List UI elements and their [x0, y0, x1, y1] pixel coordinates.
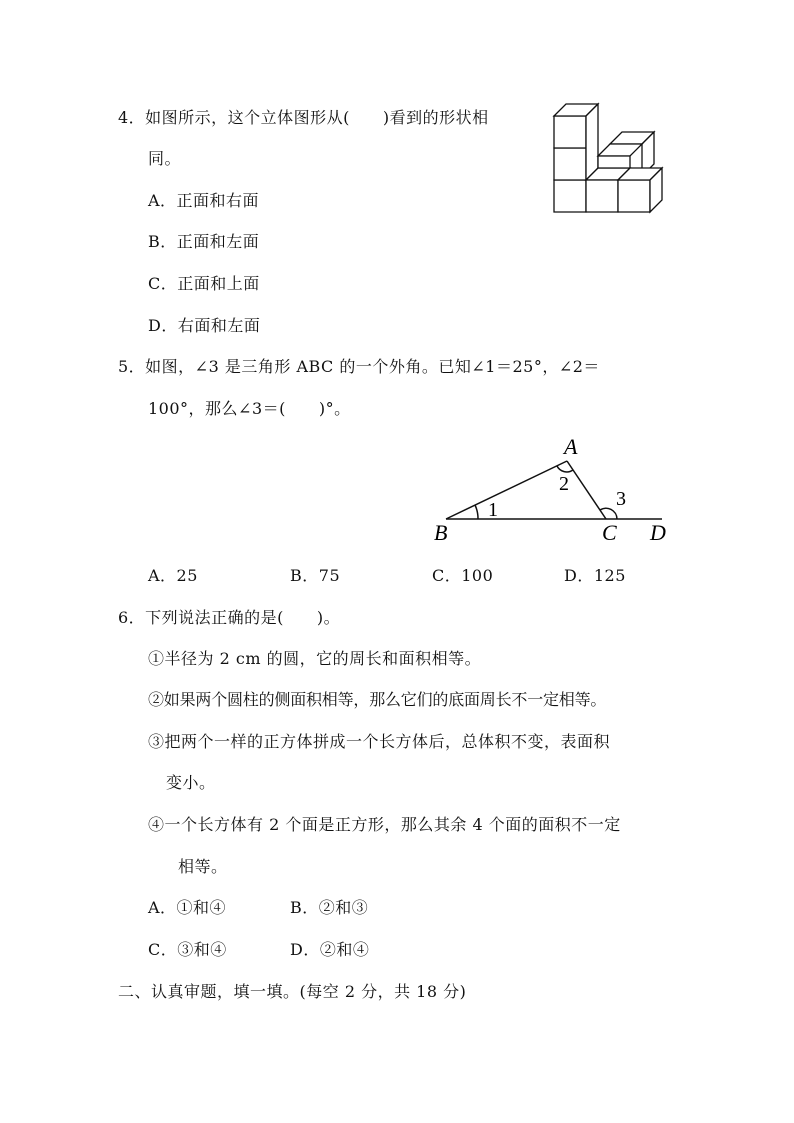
q4-option-c[interactable]: C．正面和上面 [148, 274, 260, 293]
section-2-heading: 二、认真审题，填一填。(每空 2 分，共 18 分) [118, 982, 467, 1001]
q4-option-a[interactable]: A．正面和右面 [148, 191, 260, 210]
q6-statement-2: ②如果两个圆柱的侧面积相等，那么它们的底面周长不一定相等。 [148, 690, 607, 709]
q5-option-b[interactable]: B．75 [290, 566, 341, 585]
q6-option-d[interactable]: D．②和④ [290, 940, 370, 959]
q5-stem-line1: 5．如图，∠3 是三角形 ABC 的一个外角。已知∠1＝25°，∠2＝ [118, 357, 600, 376]
label-c: C [602, 520, 617, 545]
label-angle-3: 3 [616, 488, 626, 510]
q5-stem-line2: 100°，那么∠3＝( )°。 [148, 399, 351, 418]
q5-triangle-figure [430, 432, 675, 547]
label-d: D [650, 520, 666, 545]
q6-statement-4-line1: ④一个长方体有 2 个面是正方形，那么其余 4 个面的面积不一定 [148, 815, 621, 834]
q4-option-b[interactable]: B．正面和左面 [148, 232, 260, 251]
q6-option-b[interactable]: B．②和③ [290, 898, 369, 917]
q6-stem: 6．下列说法正确的是( )。 [118, 608, 341, 627]
label-angle-2: 2 [559, 473, 569, 495]
angle-1-arc [475, 505, 478, 519]
q6-statement-3-line2: 变小。 [166, 773, 216, 792]
q6-option-c[interactable]: C．③和④ [148, 940, 227, 959]
label-b: B [434, 520, 448, 545]
q4-option-d[interactable]: D．右面和左面 [148, 316, 261, 335]
label-a: A [564, 434, 578, 459]
label-angle-1: 1 [488, 499, 498, 521]
q5-option-d[interactable]: D．125 [564, 566, 626, 585]
q6-option-a[interactable]: A．①和④ [148, 898, 227, 917]
q4-stem-line2: 同。 [148, 149, 182, 168]
q4-stem-line1: 4．如图所示，这个立体图形从( )看到的形状相 [118, 108, 489, 127]
line-ac [567, 461, 606, 519]
q6-statement-4-line2: 相等。 [178, 857, 228, 876]
q6-statement-1: ①半径为 2 cm 的圆，它的周长和面积相等。 [148, 649, 482, 668]
q5-option-a[interactable]: A．25 [148, 566, 198, 585]
q5-option-c[interactable]: C．100 [432, 566, 494, 585]
q4-cube-figure [550, 96, 670, 218]
line-ba [446, 461, 567, 519]
q6-statement-3-line1: ③把两个一样的正方体拼成一个长方体后，总体积不变，表面积 [148, 732, 611, 751]
